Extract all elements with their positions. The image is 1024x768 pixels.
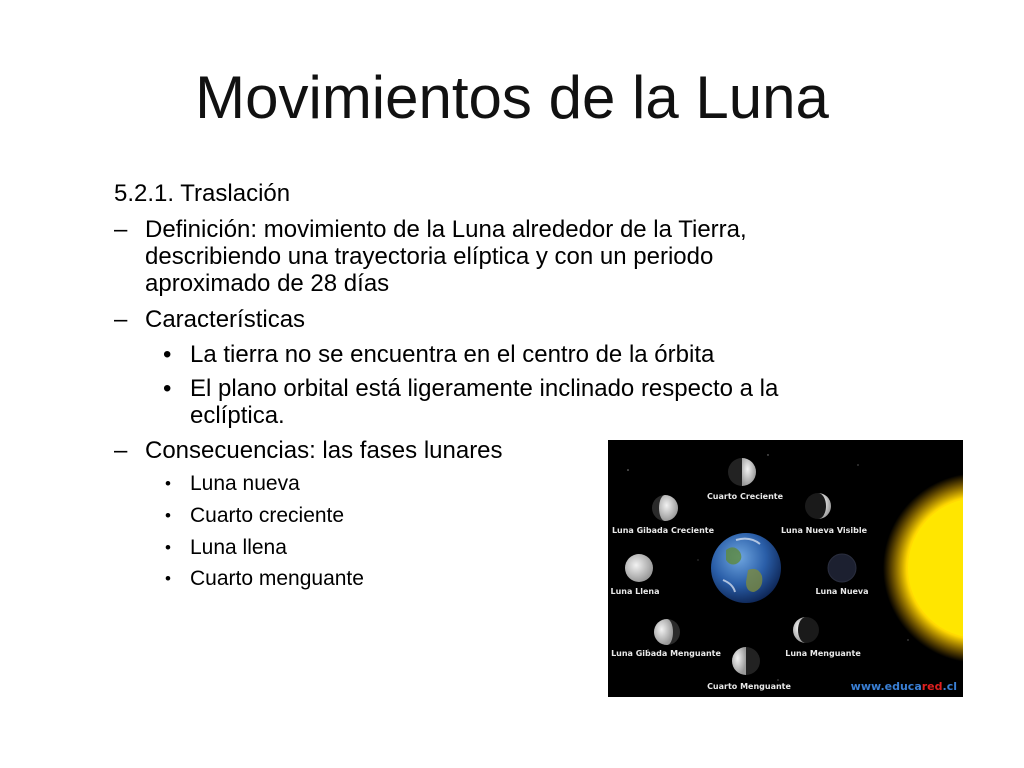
- moon-full-icon: [625, 554, 653, 582]
- consequences-label: Consecuencias: las fases lunares: [145, 437, 503, 464]
- bullet-marker: •: [165, 538, 171, 557]
- bullet-marker: •: [163, 375, 172, 402]
- moon-waning-gibbous-icon: [654, 619, 680, 645]
- characteristic-line: La tierra no se encuentra en el centro de la órbita: [190, 341, 715, 368]
- moon-phases-diagram: [608, 440, 963, 697]
- bullet-marker: •: [165, 506, 171, 525]
- moon-waxing-gibbous-icon: [652, 495, 678, 521]
- phase-label: Cuarto menguante: [190, 567, 364, 590]
- moon-waning-crescent-icon: [793, 617, 819, 643]
- definition-line: aproximado de 28 días: [145, 270, 390, 297]
- moon-waxing-crescent-icon: [805, 493, 831, 519]
- label-cuarto-menguante: Cuarto Menguante: [707, 682, 791, 691]
- label-luna-nueva-visible: Luna Nueva Visible: [780, 526, 868, 535]
- earth-icon: [711, 533, 781, 603]
- label-luna-nueva: Luna Nueva: [815, 587, 869, 596]
- phase-label: Luna llena: [190, 536, 287, 559]
- moon-phases-illustration: [608, 440, 963, 697]
- definition-line: describiendo una trayectoria elíptica y con un periodo: [145, 243, 714, 270]
- moon-last-quarter-icon: [732, 647, 760, 675]
- bullet-marker: •: [165, 569, 171, 588]
- bullet-marker: •: [165, 474, 171, 493]
- phase-label: Cuarto creciente: [190, 504, 345, 527]
- bullet-marker: •: [163, 341, 172, 368]
- label-luna-menguante: Luna Menguante: [785, 649, 861, 658]
- label-luna-gibada-creciente: Luna Gibada Creciente: [611, 526, 715, 535]
- phase-label: Luna nueva: [190, 472, 300, 495]
- label-cuarto-creciente: Cuarto Creciente: [706, 492, 784, 501]
- characteristic-line: El plano orbital está ligeramente inclinado respecto a la: [190, 375, 779, 402]
- section-heading: 5.2.1. Traslación: [114, 180, 291, 207]
- characteristic-line: eclíptica.: [190, 402, 285, 429]
- slide-title: Movimientos de la Luna: [195, 64, 829, 131]
- label-luna-llena: Luna Llena: [610, 587, 660, 596]
- dash-marker: –: [114, 306, 128, 333]
- moon-new-icon: [828, 554, 856, 582]
- dash-marker: –: [114, 437, 128, 464]
- moon-first-quarter-icon: [728, 458, 756, 486]
- source-credit: www.educared.cl: [850, 680, 957, 693]
- dash-marker: –: [114, 216, 128, 243]
- characteristics-label: Características: [145, 306, 306, 333]
- definition-line: Definición: movimiento de la Luna alrededor de la Tierra,: [145, 216, 747, 243]
- label-luna-gibada-menguante: Luna Gibada Menguante: [611, 649, 721, 658]
